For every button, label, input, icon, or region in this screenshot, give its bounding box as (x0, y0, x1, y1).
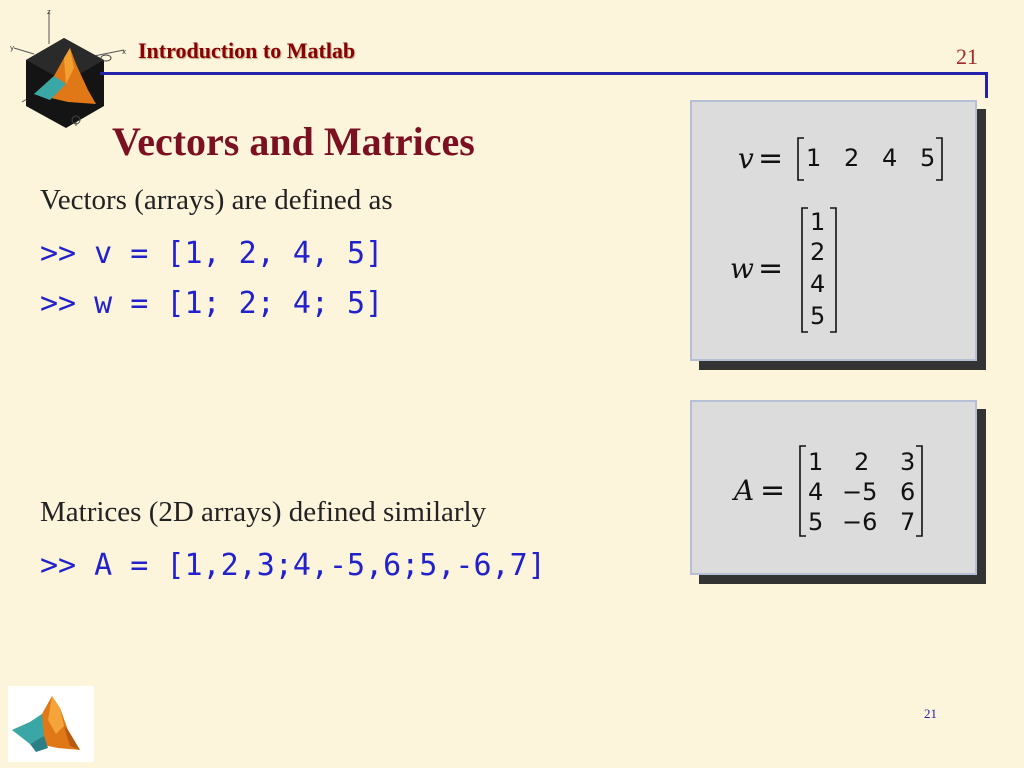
vectors-intro-text: Vectors (arrays) are defined as (40, 184, 393, 216)
a-entry: 6 (900, 478, 916, 506)
matrices-intro-text: Matrices (2D arrays) defined similarly (40, 496, 487, 528)
a-entry: 1 (808, 448, 824, 476)
v-entry: 4 (882, 144, 898, 172)
a-entry: −6 (842, 508, 878, 536)
a-variable: A (734, 474, 755, 507)
a-entry: 3 (900, 448, 916, 476)
header-page-number: 21 (956, 44, 978, 69)
a-entry: 4 (808, 478, 824, 506)
code-line-w: >> w = [1; 2; 4; 5] (40, 286, 384, 321)
v-right-bracket (936, 138, 942, 180)
a-left-bracket (800, 446, 806, 536)
matlab-cube-logo-icon (4, 4, 134, 134)
svg-text:x: x (122, 48, 127, 56)
v-entry: 2 (844, 144, 860, 172)
a-entry: 5 (808, 508, 824, 536)
v-left-bracket (798, 138, 804, 180)
v-equals: = (758, 141, 784, 176)
v-entry: 5 (920, 144, 936, 172)
course-title: Introduction to Matlab (138, 38, 356, 63)
w-entry: 4 (810, 270, 826, 298)
w-entry: 2 (810, 238, 826, 266)
a-entry: −5 (842, 478, 878, 506)
footer-page-number: 21 (924, 706, 937, 721)
a-entry: 2 (854, 448, 870, 476)
svg-text:z: z (47, 8, 51, 16)
v-variable: v (738, 142, 754, 175)
slide-title: Vectors and Matrices (112, 119, 475, 164)
v-entry: 1 (806, 144, 822, 172)
header-divider-end (985, 72, 988, 98)
vector-equations-box (690, 100, 977, 361)
a-right-bracket (916, 446, 922, 536)
header-divider (100, 72, 988, 75)
a-entry: 7 (900, 508, 916, 536)
w-entry: 5 (810, 302, 826, 330)
svg-text:y: y (10, 44, 15, 52)
w-entry: 1 (810, 208, 826, 236)
w-variable: w (730, 252, 754, 285)
a-equals: = (760, 473, 786, 508)
w-equals: = (758, 251, 784, 286)
code-line-a: >> A = [1,2,3;4,-5,6;5,-6,7] (40, 548, 546, 583)
matlab-membrane-logo-icon (8, 686, 94, 762)
w-right-bracket (830, 208, 836, 332)
matrix-equation-box (690, 400, 977, 575)
code-line-v: >> v = [1, 2, 4, 5] (40, 236, 384, 271)
w-left-bracket (802, 208, 808, 332)
